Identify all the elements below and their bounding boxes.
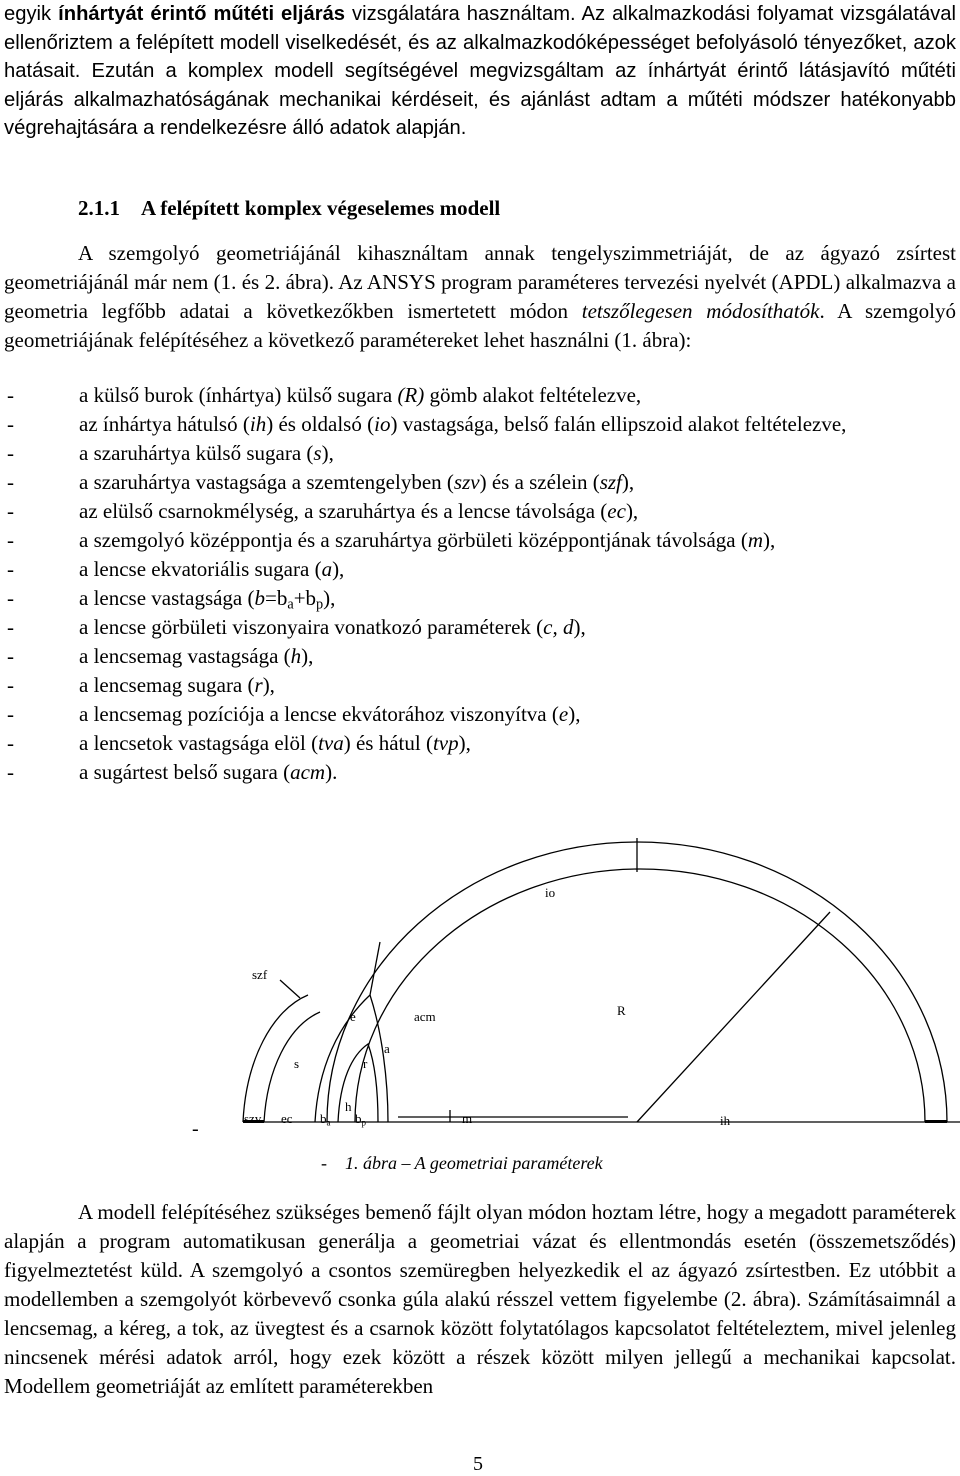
eye-geometry-diagram bbox=[180, 830, 960, 1130]
list-item: - a lencsemag pozíciója a lencse ekvátorához viszonyítva (e), bbox=[7, 702, 581, 726]
label-szv: szv bbox=[244, 1111, 262, 1126]
label-ba: $b_a$ bbox=[320, 1111, 331, 1128]
label-bp: $b_p$ bbox=[355, 1111, 366, 1128]
lens-front-curve bbox=[315, 995, 370, 1122]
radius-line bbox=[637, 912, 830, 1122]
label-r: r bbox=[363, 1056, 368, 1071]
label-ih: ih bbox=[720, 1113, 731, 1128]
sclera-inner-arc bbox=[355, 869, 925, 1122]
para3-text: A modell felépítéséhez szükséges bemenő fájlt olyan módon hoztam létre, hogy a megadott paraméterek alapján a program automatikusan generálja a geometriai vázat és ellentmondás esetén (összemetsződés) figyelmeztetést küld. A szemgolyó a csontos szemüregben helyezkedik el az ágyazó zsírtestben. Ez utóbbit a modellemben a szemgolyót körbevevő csonka gúla alakú résszel vettem figyelembe (2. ábra). Számításaimnál a lencsemag, a kéreg, a tok, az üvegtest és a csarnok között folytatólagos kapcsolatot feltételeztem, mivel jelenleg nincsenek mérési adatok arról, hogy ezek között a részek között milyen jellegű a mechanikai kapcsolat. Modellem geometriáját az említett paraméterekben bbox=[4, 1200, 956, 1398]
list-item: - az elülső csarnokmélység, a szaruhártya és a lencse távolsága (ec), bbox=[7, 499, 639, 523]
para2-text-italic: tetszőlegesen módosíthatók bbox=[581, 299, 820, 323]
label-h: h bbox=[345, 1099, 352, 1114]
intro-text-bold: ínhártyát érintő műtéti eljárás bbox=[58, 3, 346, 25]
list-item: - a lencse vastagsága $(b=b_a+b_p)$, bbox=[7, 586, 336, 613]
parameter-list bbox=[4, 381, 956, 787]
list-item: - a szaruhártya vastagsága a szemtengelyben (szv) és a szélein (szf), bbox=[7, 470, 635, 494]
section-title: A felépített komplex végeselemes modell bbox=[141, 196, 501, 220]
list-item: - az ínhártya hátulsó (ih) és oldalsó (io) vastagsága, belső falán ellipszoid alakot feltételezve, bbox=[7, 412, 847, 436]
para2-text-2: . A szemgolyó geometriájának felépítéséhez a következő paramétereket lehet használni (1. ábra): bbox=[4, 299, 956, 352]
caption-dash: - bbox=[321, 1153, 327, 1173]
section-number: 2.1.1 bbox=[78, 196, 120, 220]
label-ec: ec bbox=[281, 1111, 293, 1126]
figure-geometry bbox=[180, 830, 960, 1170]
list-item: - a lencsemag sugara (r), bbox=[7, 673, 275, 697]
list-item: - a lencsetok vastagsága elöl (tva) és hátul (tvp), bbox=[7, 731, 471, 755]
intro-text-2: vizsgálatára használtam. Az alkalmazkodási folyamat vizsgálatával ellenőriztem a felépített modell viselkedését, és az alkalmazkodóképességet befolyásoló tényezőket, azok hatásait. Ezután a komplex modell segítségével megvizsgáltam az ínhártyát érintő látásjavító műtéti eljárás alkalmazhatóságának mechanikai kérdéseit, és ajánlást adtam a műtéti módszer hatékonyabb végrehajtására a rendelkezésre álló adatok alapján. bbox=[4, 3, 956, 140]
sclera-outer-arc bbox=[327, 842, 947, 1122]
intro-paragraph bbox=[4, 0, 956, 143]
list-item: - a szemgolyó középpontja és a szaruhártya görbületi középpontjának távolsága (m), bbox=[7, 528, 776, 552]
label-a: a bbox=[384, 1041, 390, 1056]
ciliary-line bbox=[370, 942, 380, 995]
list-item: - a külső burok (ínhártya) külső sugara (R) gömb alakot feltételezve, bbox=[7, 383, 642, 407]
szf-dimension-line bbox=[280, 980, 300, 998]
para2-text-1: A szemgolyó geometriájánál kihasználtam annak tengelyszimmetriáját, de az ágyazó zsírtest geometriájánál már nem (1. és 2. ábra). Az ANSYS program paraméteres tervezési nyelvét (APDL) alkalmazva a geometria legfőbb adatai a következőkben ismertetett módon bbox=[4, 241, 956, 323]
section-heading bbox=[78, 194, 500, 222]
list-item: - a szaruhártya külső sugara (s), bbox=[7, 441, 334, 465]
ih-mark bbox=[925, 1120, 947, 1123]
label-acm: acm bbox=[414, 1009, 436, 1024]
list-item: - a lencse ekvatoriális sugara (a), bbox=[7, 557, 345, 581]
page-number: 5 bbox=[473, 1453, 483, 1475]
caption-text: 1. ábra – A geometriai paraméterek bbox=[345, 1153, 603, 1173]
list-item: - a sugártest belső sugara (acm). bbox=[7, 760, 338, 784]
intro-text-1: egyik bbox=[4, 3, 59, 25]
label-m: m bbox=[462, 1111, 473, 1126]
paragraph-2 bbox=[4, 239, 956, 355]
paragraph-3 bbox=[4, 1198, 956, 1401]
cornea-inner-curve bbox=[264, 1012, 320, 1122]
label-R: R bbox=[617, 1003, 626, 1018]
figure-caption bbox=[321, 1150, 603, 1176]
label-e: e bbox=[350, 1009, 356, 1024]
list-item: - a lencsemag vastagsága (h), bbox=[7, 644, 314, 668]
list-item: - a lencse görbületi viszonyaira vonatkozó paraméterek (c, d), bbox=[7, 615, 586, 639]
label-szf: szf bbox=[252, 967, 268, 982]
label-s: s bbox=[294, 1056, 300, 1071]
label-io: io bbox=[545, 885, 556, 900]
stray-dash: - bbox=[192, 1118, 199, 1140]
